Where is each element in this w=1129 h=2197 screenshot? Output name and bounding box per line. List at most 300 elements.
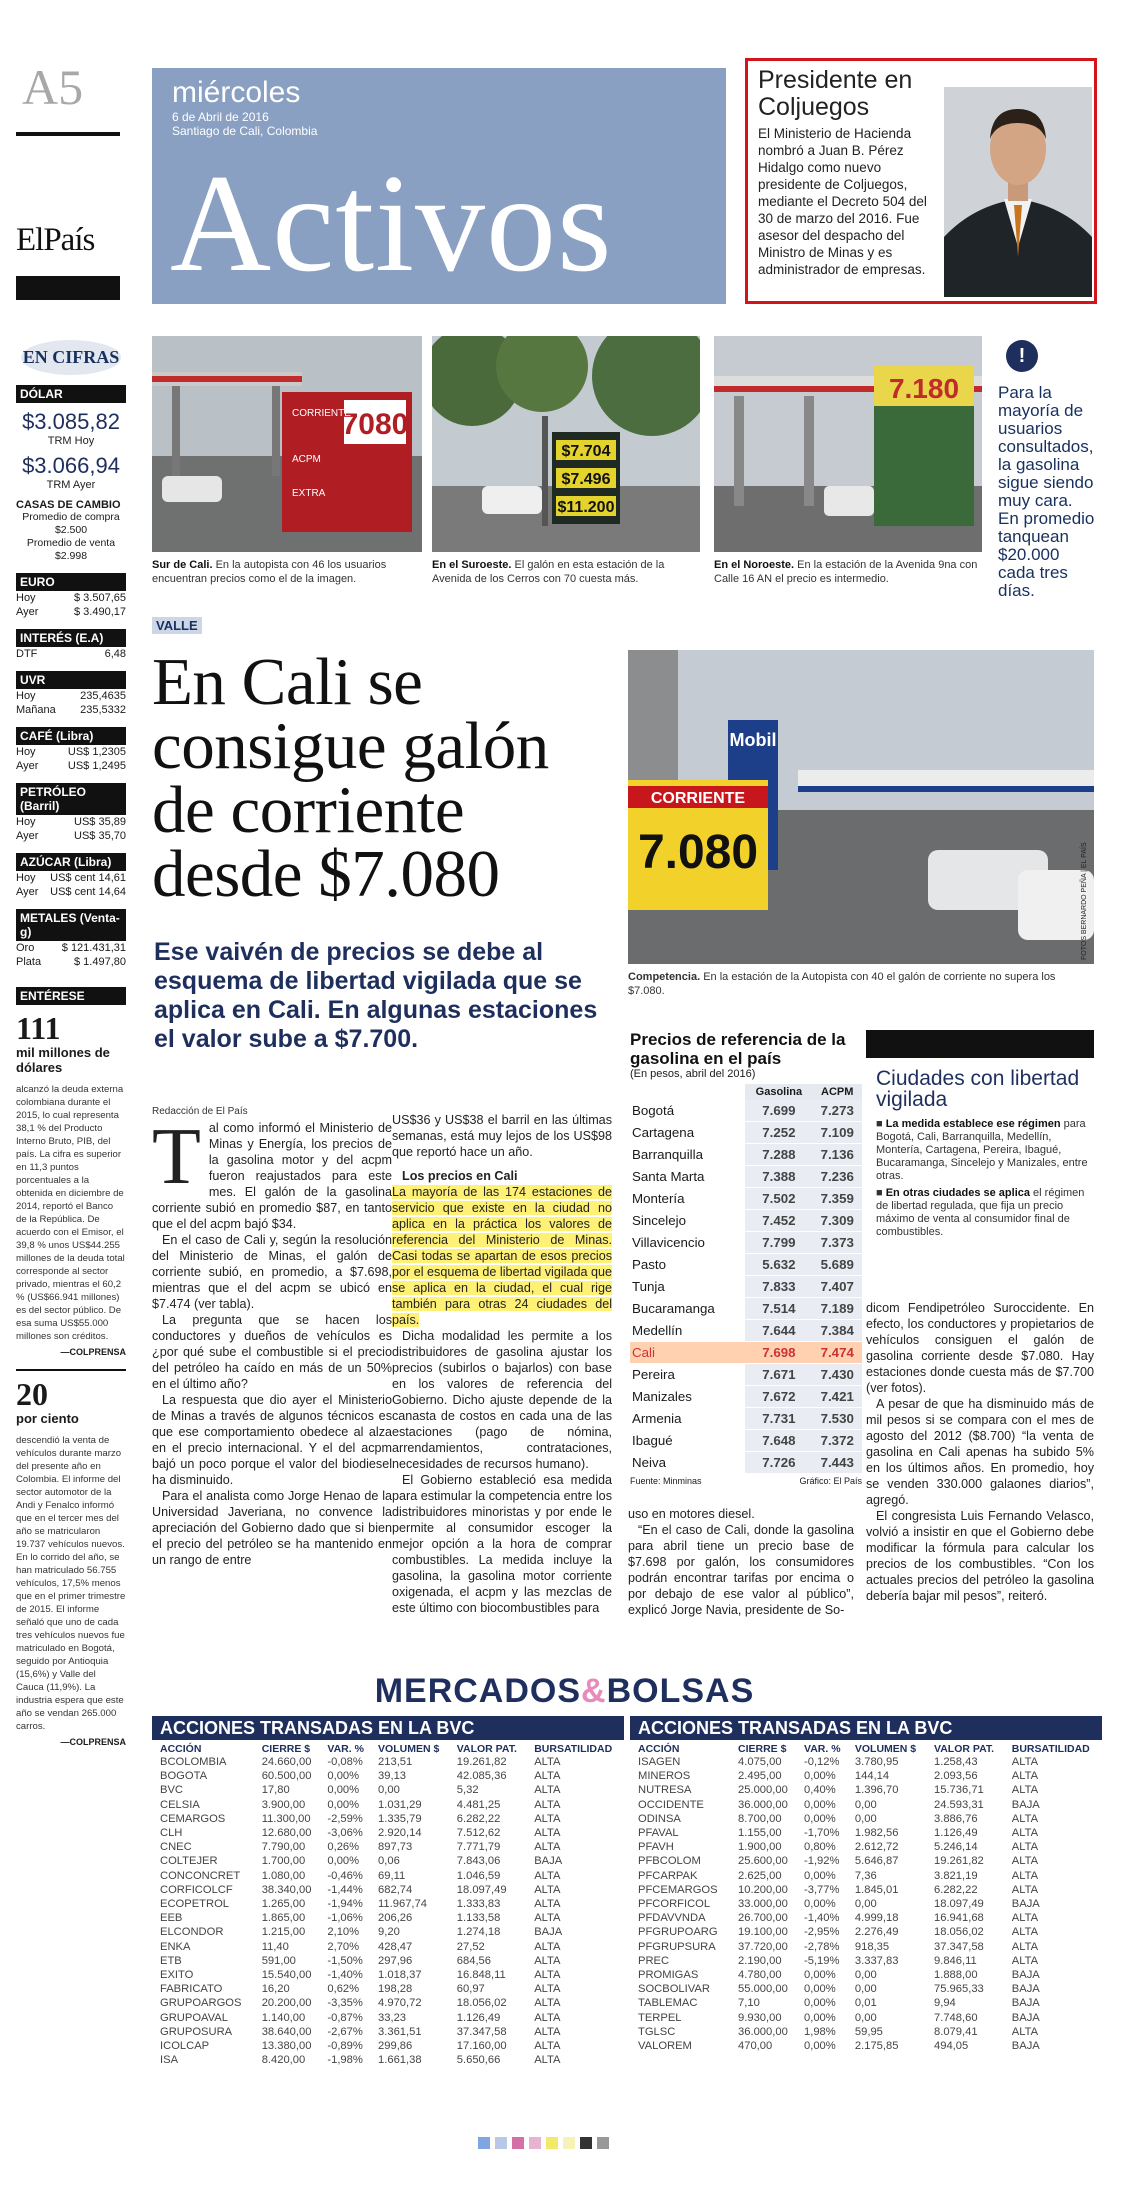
- stock-row: [152, 1840, 624, 1854]
- stat-source: —COLPRENSA: [60, 1737, 126, 1747]
- stock-cell: 55.000,00: [738, 1983, 788, 1996]
- stock-cell: SOCBOLIVAR: [638, 1983, 710, 1996]
- stock-cell: 19.100,00: [738, 1926, 788, 1939]
- column-header: VALOR PAT.: [456, 1743, 517, 1755]
- stock-cell: 60,97: [456, 1983, 485, 1996]
- stock-cell: 3.361,51: [378, 2025, 422, 2038]
- newspaper-logo: ElPaís: [16, 222, 95, 258]
- stock-cell: -1,50%: [327, 1954, 363, 1967]
- stock-cell: NUTRESA: [638, 1784, 692, 1797]
- venta-label: Promedio de venta: [26, 537, 116, 549]
- stock-row: [630, 1812, 1102, 1826]
- city-cell: Bogotá: [630, 1100, 745, 1122]
- indicator-value: $ 121.431,31: [61, 942, 126, 954]
- stock-cell: -1,40%: [327, 1969, 363, 1982]
- stock-cell: 1.845,01: [854, 1883, 899, 1896]
- stock-row: [152, 1982, 624, 1996]
- article-paragraph: “En el caso de Cali, donde la gasolina para abril tiene un precio base de $7.698 por galón, los consumidores podrán encontrar tarifas por encima o por debajo de ese valor al público”, explicó Jorge Navia, presidente de So-: [628, 1523, 854, 1617]
- stock-cell: 1.031,29: [378, 1798, 422, 1811]
- stock-cell: 918,35: [854, 1940, 890, 1953]
- stock-cell: ALTA: [1011, 1883, 1039, 1896]
- stock-cell: 4.075,00: [738, 1756, 782, 1768]
- price-table: [630, 1084, 862, 1474]
- exclamation-icon: !: [1006, 340, 1038, 372]
- indicator-row: [16, 885, 126, 899]
- stock-cell: BAJA: [534, 1926, 563, 1939]
- indicator-value: $ 1.497,80: [74, 956, 126, 968]
- photo-credit: FOTOS BERNARDO PEÑA | EL PAÍS: [1081, 842, 1088, 960]
- article-column: [628, 1506, 854, 1618]
- drop-cap: T: [152, 1113, 201, 1201]
- stock-row: [630, 1840, 1102, 1854]
- stock-row: [630, 1940, 1102, 1954]
- stock-cell: 1.661,38: [378, 2054, 422, 2067]
- acpm-cell: 7.474: [812, 1342, 862, 1364]
- indicator-row: [16, 941, 126, 955]
- stock-cell: 494,05: [934, 2040, 969, 2053]
- stock-cell: -1,92%: [804, 1855, 840, 1868]
- euro-header: EURO: [16, 573, 126, 591]
- stock-cell: 1.274,18: [456, 1926, 501, 1939]
- stock-cell: 1.018,37: [378, 1969, 422, 1982]
- stock-cell: 60.500,00: [261, 1770, 312, 1783]
- stock-cell: 8.079,41: [934, 2025, 978, 2038]
- stock-cell: ALTA: [534, 2011, 561, 2024]
- stock-cell: 0,00%: [804, 1770, 836, 1783]
- stock-cell: 19.261,82: [934, 1855, 984, 1868]
- stock-row: [630, 1996, 1102, 2010]
- stocks-header: ACCIONES TRANSADAS EN LA BVC: [630, 1716, 1102, 1740]
- acpm-cell: 7.430: [812, 1364, 862, 1386]
- stock-cell: BOGOTA: [160, 1770, 208, 1783]
- acpm-cell: 7.359: [812, 1188, 862, 1210]
- indicator-row: [16, 829, 126, 843]
- box-item-bold: La medida establece ese régimen: [885, 1118, 1061, 1130]
- article-subhead: Los precios en Cali: [402, 1169, 518, 1183]
- stock-cell: 5,32: [456, 1784, 479, 1797]
- column-header: VOLUMEN $: [378, 1743, 440, 1755]
- caption-text: En la autopista con 46 los usuarios encuentran precios como el de la imagen.: [152, 559, 387, 585]
- stock-cell: -1,94%: [327, 1898, 363, 1911]
- stock-row: [630, 1755, 1102, 1769]
- stock-cell: 0,62%: [327, 1983, 360, 1996]
- indicator-key: Ayer: [16, 830, 39, 842]
- stock-row: [630, 1826, 1102, 1840]
- stock-cell: 8.420,00: [261, 2054, 306, 2067]
- caption-bold: En el Noroeste.: [714, 559, 795, 571]
- stat-number: 20: [16, 1376, 48, 1412]
- stock-cell: 6.282,22: [934, 1883, 978, 1896]
- stock-row: [630, 1968, 1102, 1982]
- stock-cell: ALTA: [1011, 2025, 1039, 2038]
- stock-cell: 0,40%: [804, 1784, 836, 1797]
- acpm-cell: 7.407: [812, 1276, 862, 1298]
- table-row: [630, 1342, 862, 1364]
- stock-cell: 4.780,00: [738, 1969, 782, 1982]
- stock-cell: 1.126,49: [934, 1827, 978, 1840]
- column-header: VALOR PAT.: [934, 1743, 995, 1755]
- stock-row: [152, 2039, 624, 2053]
- city-cell: Tunja: [630, 1276, 745, 1298]
- stock-cell: 2.175,85: [854, 2040, 899, 2053]
- stock-row: [630, 1769, 1102, 1783]
- stock-cell: 1.155,00: [738, 1827, 782, 1840]
- table-header-row: [152, 1743, 624, 1755]
- box-item-text: el régimen de libertad regulada, que fija un precio máximo de venta al consumidor final de combustibles.: [876, 1187, 1085, 1238]
- table-row: [630, 1166, 862, 1188]
- column-header: VOLUMEN $: [854, 1743, 917, 1755]
- stock-cell: BAJA: [1011, 2011, 1040, 2024]
- title-part: BOLSAS: [606, 1672, 755, 1710]
- indicator-key: Hoy: [16, 816, 36, 828]
- color-swatch: [495, 2137, 507, 2149]
- stocks-table-left: [152, 1716, 624, 2067]
- stock-cell: ALTA: [1011, 1827, 1039, 1840]
- table-source: Fuente: Minminas: [630, 1476, 702, 1486]
- ampersand: &: [581, 1672, 607, 1710]
- stock-cell: 5.646,87: [854, 1855, 899, 1868]
- indicator-key: Ayer: [16, 760, 39, 772]
- mercados-title: [0, 1672, 1129, 1711]
- stock-cell: PROMIGAS: [638, 1969, 699, 1982]
- stock-cell: 5.650,66: [456, 2054, 501, 2067]
- table-row: [630, 1452, 862, 1474]
- stock-cell: 0,00: [854, 1798, 877, 1811]
- acpm-cell: 7.309: [812, 1210, 862, 1232]
- gasolina-cell: 7.452: [745, 1210, 812, 1232]
- stock-cell: 3.900,00: [261, 1798, 306, 1811]
- article-paragraph: La respuesta que dio ayer el Ministerio de Minas a través de algunos técnicos es que ese comportamiento obedece al alza en el precio internacional. Y el del acpm bajó un poco porque el valor del biodiesel ha disminuido.: [152, 1393, 392, 1487]
- stock-cell: 1.126,49: [456, 2011, 501, 2024]
- indicator-value: $ 3.490,17: [74, 606, 126, 618]
- stock-cell: 16.848,11: [456, 1969, 506, 1982]
- stock-cell: 4.481,25: [456, 1798, 501, 1811]
- city-cell: Santa Marta: [630, 1166, 745, 1188]
- stock-cell: 0,00%: [327, 1770, 360, 1783]
- stock-cell: 26.700,00: [738, 1912, 788, 1925]
- stock-cell: 9,20: [378, 1926, 400, 1939]
- metales-header: METALES (Venta-g): [16, 909, 126, 941]
- stock-cell: -2,59%: [327, 1812, 363, 1825]
- stock-cell: 36.000,00: [738, 1798, 788, 1811]
- stock-cell: 470,00: [738, 2040, 773, 2053]
- profile-title: Presidente en Coljuegos: [758, 66, 913, 121]
- stock-cell: 297,96: [378, 1954, 413, 1967]
- price-sign-text: $7.704: [561, 443, 611, 460]
- table-body: [630, 1100, 862, 1474]
- stock-cell: ALTA: [1011, 1912, 1039, 1925]
- divider: [16, 1369, 126, 1371]
- photo-caption: [152, 558, 422, 586]
- city-cell: Villavicencio: [630, 1232, 745, 1254]
- stock-cell: -3,06%: [327, 1827, 363, 1840]
- stock-cell: 12.680,00: [261, 1827, 312, 1840]
- acpm-cell: 7.109: [812, 1122, 862, 1144]
- stock-cell: ETB: [160, 1954, 182, 1967]
- stock-cell: GRUPOSURA: [160, 2025, 233, 2038]
- table-row: [630, 1144, 862, 1166]
- caption-text: En la estación de la Autopista con 40 el galón de corriente no supera los $7.080.: [628, 971, 1056, 997]
- stock-row: [630, 1854, 1102, 1868]
- stock-cell: 18.056,02: [934, 1926, 984, 1939]
- stock-cell: BAJA: [1011, 2040, 1040, 2053]
- stock-cell: 38.340,00: [261, 1883, 312, 1896]
- stock-cell: 25.600,00: [738, 1855, 788, 1868]
- price-reference-table: [630, 1030, 862, 1486]
- acpm-cell: 7.189: [812, 1298, 862, 1320]
- city-cell: Cali: [630, 1342, 745, 1364]
- gasolina-cell: 7.726: [745, 1452, 812, 1474]
- stock-cell: 7.512,62: [456, 1827, 501, 1840]
- indicator-row: [16, 591, 126, 605]
- stock-row: [152, 1769, 624, 1783]
- stock-row: [152, 1968, 624, 1982]
- stock-cell: 144,14: [854, 1770, 890, 1783]
- city-cell: Bucaramanga: [630, 1298, 745, 1320]
- acpm-cell: 7.372: [812, 1430, 862, 1452]
- gasolina-cell: 7.644: [745, 1320, 812, 1342]
- stock-cell: PFCARPAK: [638, 1869, 698, 1882]
- stock-cell: 4.999,18: [854, 1912, 899, 1925]
- stock-cell: 1.140,00: [261, 2011, 306, 2024]
- acpm-cell: 7.421: [812, 1386, 862, 1408]
- interes-header: INTERÉS (E.A): [16, 629, 126, 647]
- stock-cell: -2,78%: [804, 1940, 840, 1953]
- indicator-value: $ 3.507,65: [74, 592, 126, 604]
- stock-row: [152, 1755, 624, 1769]
- column-header: ACCIÓN: [638, 1743, 680, 1755]
- divider: [16, 276, 120, 300]
- title-part: MERCADOS: [374, 1672, 582, 1710]
- table-row: [630, 1188, 862, 1210]
- stock-cell: 0,00%: [804, 2011, 836, 2024]
- stock-cell: 2.612,72: [854, 1841, 899, 1854]
- stock-row: [152, 2025, 624, 2039]
- stock-row: [152, 1798, 624, 1812]
- table-body: [630, 1755, 1102, 2053]
- stock-cell: 3.886,76: [934, 1812, 978, 1825]
- table-row: [630, 1298, 862, 1320]
- stock-cell: EXITO: [160, 1969, 194, 1982]
- stock-row: [152, 1911, 624, 1925]
- stock-cell: 24.593,31: [934, 1798, 984, 1811]
- stock-cell: 0,01: [854, 1997, 877, 2010]
- stock-cell: ALTA: [534, 2040, 561, 2053]
- stock-cell: -5,19%: [804, 1954, 840, 1967]
- box-item-text: para Bogotá, Cali, Barranquilla, Medellín, Montería, Cartagena, Pereira, Ibagué, Bucaramanga, Sincelejo y Manizales, entre otras.: [876, 1118, 1088, 1182]
- acpm-cell: 5.689: [812, 1254, 862, 1276]
- stock-cell: 4.970,72: [378, 1997, 422, 2010]
- stock-row: [152, 1925, 624, 1939]
- indicator-value: US$ cent 14,64: [50, 886, 126, 898]
- city-cell: Pereira: [630, 1364, 745, 1386]
- stock-cell: PFDAVVNDA: [638, 1912, 706, 1925]
- stock-cell: 0,00%: [804, 1798, 836, 1811]
- section-title: Activos: [170, 146, 613, 301]
- stock-cell: 2.495,00: [738, 1770, 782, 1783]
- stock-cell: 17.160,00: [456, 2040, 507, 2053]
- stock-cell: ALTA: [1011, 1926, 1039, 1939]
- trm-hoy-label: TRM Hoy: [47, 435, 95, 447]
- column-header: CIERRE $: [738, 1743, 787, 1755]
- acpm-cell: 7.530: [812, 1408, 862, 1430]
- sidebar-indicators: [16, 340, 126, 1747]
- stock-cell: BAJA: [1011, 1898, 1040, 1911]
- table-row: [630, 1276, 862, 1298]
- stock-row: [152, 1812, 624, 1826]
- info-box: [866, 1030, 1094, 1243]
- stock-cell: 1.982,56: [854, 1827, 899, 1840]
- gasolina-cell: 7.671: [745, 1364, 812, 1386]
- deck: Ese vaivén de precios se debe al esquema de libertad vigilada que se aplica en Cali. En algunas estaciones el valor sube a $7.700.: [154, 938, 598, 1053]
- indicator-key: Mañana: [16, 704, 56, 716]
- color-swatch: [563, 2137, 575, 2149]
- byline: Redacción de El País: [152, 1106, 248, 1117]
- stock-cell: 17,80: [261, 1784, 290, 1797]
- stock-cell: ALTA: [534, 1798, 561, 1811]
- stock-cell: 1.080,00: [261, 1869, 306, 1882]
- trm-hoy-value: $3.085,82: [22, 409, 120, 434]
- column-header: VAR. %: [804, 1743, 841, 1755]
- stock-cell: 25.000,00: [738, 1784, 788, 1797]
- indicator-key: Hoy: [16, 690, 36, 702]
- stock-cell: COLTEJER: [160, 1855, 218, 1868]
- stock-cell: 39,13: [378, 1770, 407, 1783]
- highlighted-paragraph: [392, 1184, 612, 1328]
- acpm-cell: 7.443: [812, 1452, 862, 1474]
- stock-row: [630, 1925, 1102, 1939]
- stock-cell: ALTA: [534, 1940, 561, 1953]
- stat-source: —COLPRENSA: [60, 1347, 126, 1357]
- stock-cell: 7.748,60: [934, 2011, 978, 2024]
- stock-cell: 0,00: [854, 1812, 877, 1825]
- caption-text: El galón en esta estación de la Avenida de los Cerros con 70 cuesta más.: [432, 559, 665, 585]
- table-row: [630, 1122, 862, 1144]
- fuel-label: ACPM: [292, 454, 321, 465]
- stock-cell: 1,98%: [804, 2025, 836, 2038]
- stock-cell: ODINSA: [638, 1812, 681, 1825]
- stock-cell: VALOREM: [638, 2040, 692, 2053]
- stock-cell: 1.865,00: [261, 1912, 306, 1925]
- stock-cell: 1.335,79: [378, 1812, 422, 1825]
- indicator-key: Ayer: [16, 606, 39, 618]
- stock-cell: 0,80%: [804, 1841, 836, 1854]
- stock-cell: -2,95%: [804, 1926, 840, 1939]
- stock-cell: BAJA: [1011, 1983, 1040, 1996]
- stock-cell: 684,56: [456, 1954, 491, 1967]
- stock-cell: CLH: [160, 1827, 183, 1840]
- stocks-table: [630, 1743, 1102, 2053]
- stock-cell: CORFICOLCF: [160, 1883, 233, 1896]
- stock-cell: ISA: [160, 2054, 179, 2067]
- stock-cell: ALTA: [534, 1756, 561, 1768]
- city-cell: Montería: [630, 1188, 745, 1210]
- stock-cell: ALTA: [534, 1869, 561, 1882]
- indicator-value: US$ cent 14,61: [50, 872, 126, 884]
- table-header-row: [630, 1084, 862, 1100]
- stock-cell: ICOLCAP: [160, 2040, 210, 2053]
- stock-cell: 75.965,33: [934, 1983, 984, 1996]
- column-header: ACCIÓN: [160, 1743, 202, 1755]
- table-header-cell: ACPM: [812, 1084, 862, 1100]
- stock-cell: ALTA: [1011, 1770, 1039, 1783]
- section-kicker: VALLE: [152, 617, 202, 634]
- stock-cell: GRUPOARGOS: [160, 1997, 242, 2010]
- city-cell: Medellín: [630, 1320, 745, 1342]
- stock-cell: 15.540,00: [261, 1969, 312, 1982]
- stat-text: descendió la venta de vehículos durante marzo del presente año en Colombia. El informe del sector automotor de la Andi y Fenalco informó que en el tercer mes del año se matricularon 19.737 vehículos nuevos. En lo corrido del año, se han matriculado 56.755 vehículos, 17,5% menos que en el primer trimestre de 2015. El informe señaló que uno de cada tres vehículos nuevos fue matriculado en Bogotá, seguido por Antioquia (15,6%) y Valle del Cauca (11,9%). La industria espera que este año se vendan 265.000 carros.: [16, 1435, 126, 1732]
- article-paragraph: Dicha modalidad les permite a los distribuidores de gasolina ajustar los precios (subirlos o bajarlos) con base en los valores de referencia del Gobierno. Dicho ajuste depende de la canasta de costos en cada una de las estaciones (pago de nómina, arrendamientos, contrataciones, necesidades de recursos humano).: [392, 1329, 612, 1471]
- stock-cell: 33.000,00: [738, 1898, 788, 1911]
- stock-cell: -1,06%: [327, 1912, 363, 1925]
- gas-station-photo: [152, 336, 422, 552]
- stock-cell: 7,36: [854, 1869, 877, 1882]
- gas-station-photo: [432, 336, 700, 552]
- fuel-label: CORRIENTE: [650, 790, 746, 807]
- table-header-cell: Gasolina: [745, 1084, 812, 1100]
- stock-cell: 2.190,00: [738, 1954, 782, 1967]
- stock-cell: 1.258,43: [934, 1756, 978, 1768]
- stock-cell: 9.846,11: [934, 1954, 977, 1967]
- article-paragraph: [152, 1113, 392, 1232]
- stock-cell: 0,00%: [804, 1969, 836, 1982]
- stock-row: [630, 1897, 1102, 1911]
- banner-city-line: Santiago de Cali, Colombia: [172, 124, 318, 138]
- caption-text: En la estación de la Avenida 9na con Calle 16 AN el precio es intermedio.: [714, 559, 978, 585]
- gasolina-cell: 5.632: [745, 1254, 812, 1276]
- stock-cell: -1,44%: [327, 1883, 363, 1896]
- stock-cell: ALTA: [1011, 1756, 1039, 1768]
- stock-cell: 37.347,58: [934, 1940, 984, 1953]
- stock-cell: TGLSC: [638, 2025, 676, 2038]
- gasolina-cell: 7.502: [745, 1188, 812, 1210]
- main-photo: [628, 650, 1094, 964]
- stock-cell: 0,00: [854, 1983, 877, 1996]
- gasolina-cell: 7.698: [745, 1342, 812, 1364]
- indicator-value: 235,4635: [80, 690, 126, 702]
- headline: En Cali se consigue galón de corriente desde $7.080: [152, 645, 549, 911]
- stock-row: [630, 2025, 1102, 2039]
- stock-cell: ALTA: [534, 1827, 561, 1840]
- stock-cell: 13.380,00: [261, 2040, 312, 2053]
- stock-cell: PFAVAL: [638, 1827, 679, 1840]
- table-unit: (En pesos, abril del 2016): [630, 1068, 756, 1080]
- indicator-key: Ayer: [16, 886, 39, 898]
- indicator-row: [16, 759, 126, 773]
- indicator-key: Hoy: [16, 872, 36, 884]
- main-photo-caption: [628, 970, 1094, 998]
- stock-cell: -0,89%: [327, 2040, 363, 2053]
- stock-cell: ALTA: [534, 1841, 561, 1854]
- column-header: BURSATILIDAD: [1011, 1743, 1090, 1755]
- color-swatch: [512, 2137, 524, 2149]
- fuel-label: CORRIENTE: [292, 408, 351, 419]
- stock-cell: 16,20: [261, 1983, 290, 1996]
- stock-cell: ALTA: [1011, 1841, 1039, 1854]
- stock-cell: 19.261,82: [456, 1756, 507, 1768]
- stock-row: [630, 2039, 1102, 2053]
- stock-cell: ECOPETROL: [160, 1898, 230, 1911]
- stock-cell: CONCONCRET: [160, 1869, 241, 1882]
- city-cell: Armenia: [630, 1408, 745, 1430]
- compra-label: Promedio de compra: [22, 511, 120, 523]
- price-sign-text: 7.080: [637, 826, 759, 879]
- stock-cell: 428,47: [378, 1940, 413, 1953]
- color-swatch: [597, 2137, 609, 2149]
- column-header: BURSATILIDAD: [534, 1743, 613, 1755]
- dolar-header: DÓLAR: [16, 385, 126, 403]
- stock-cell: 18.097,49: [934, 1898, 984, 1911]
